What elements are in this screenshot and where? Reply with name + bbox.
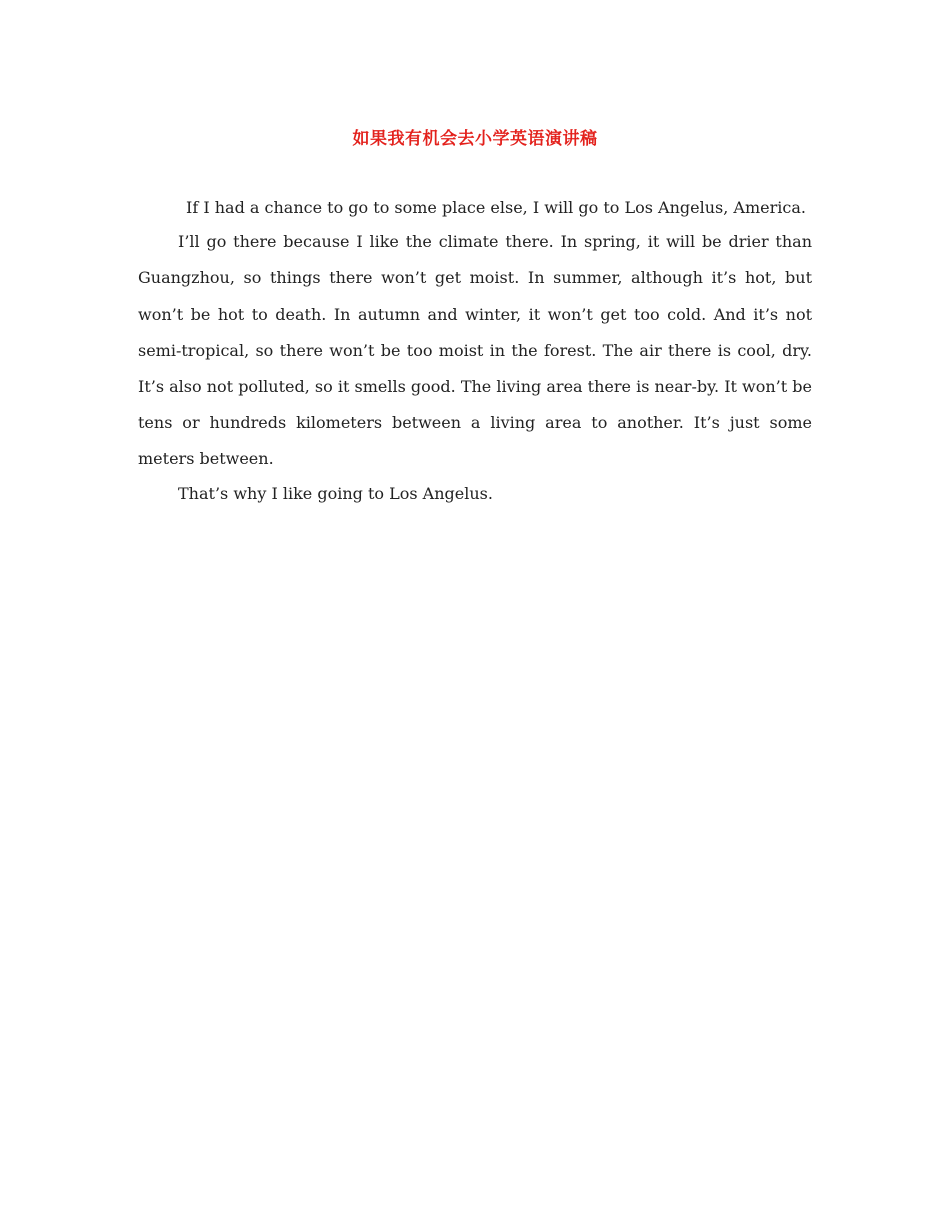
document-title: 如果我有机会去小学英语演讲稿 [352,129,598,149]
document-body [138,190,812,510]
paragraph-conclusion: That’s why I like going to Los Angelus. [178,483,493,503]
paragraph-intro: If I had a chance to go to some place else, I will go to Los Angelus, America. [186,198,806,217]
paragraph-reasons: I’ll go there because I like the climate there. In spring, it will be drier than Guangzhou, so things there won’t get moist. In summer, although it’s hot, but won’t be hot to death. In autumn and winter, it won’t get too cold. And it’s not semi-tropical, so there won’t be too moist in the forest. The air there is cool, dry. It’s also not polluted, so it smells good. The living area there is near-by. It won’t be tens or hundreds kilometers between a living area to another. It’s just some meters between. [138,232,812,469]
